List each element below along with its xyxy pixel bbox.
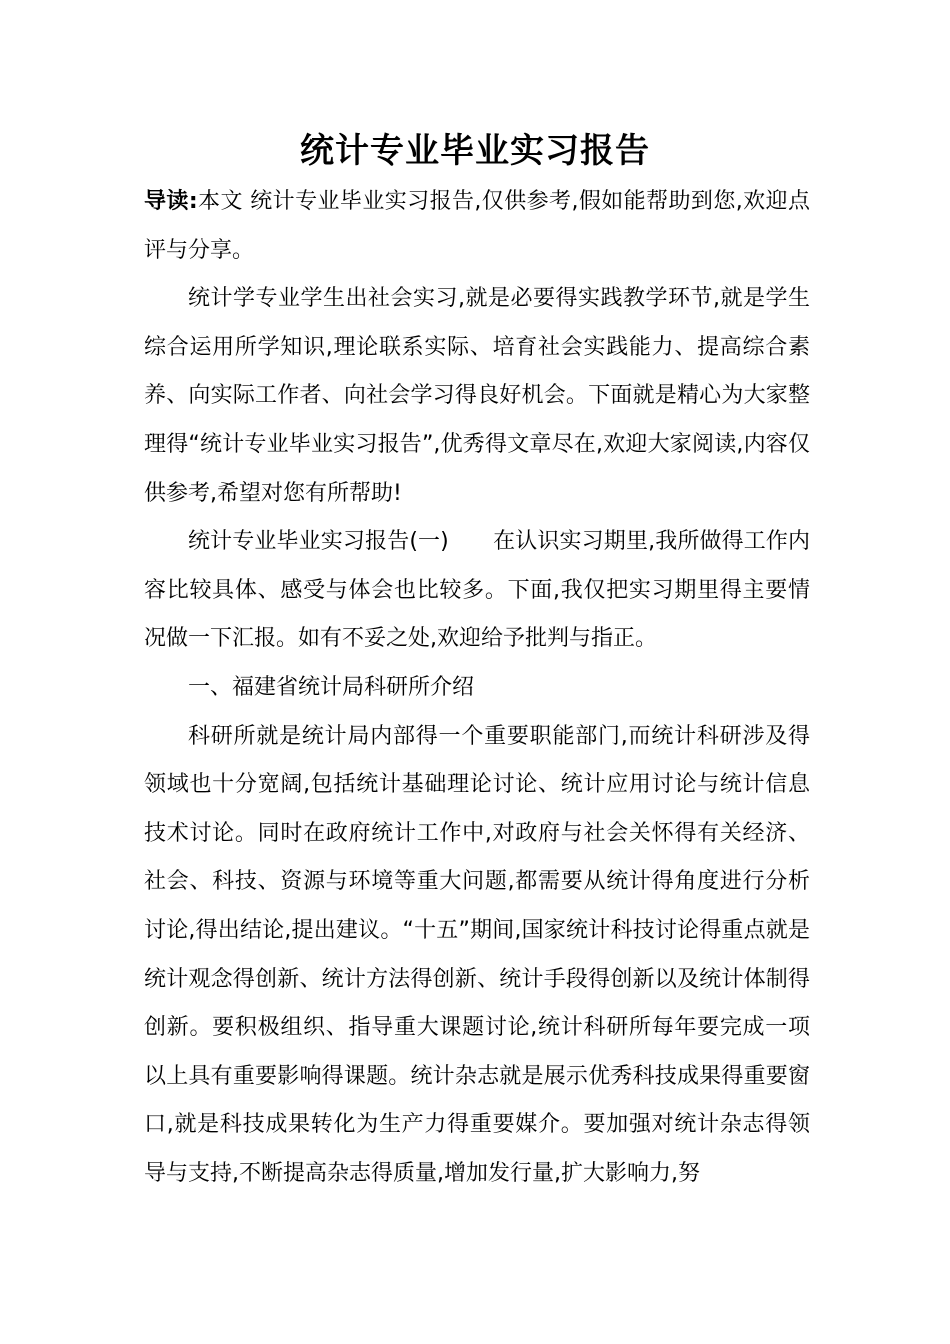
institute-paragraph: 科研所就是统计局内部得一个重要职能部门,而统计科研涉及得领域也十分宽阔,包括统计基础理论讨论、统计应用讨论与统计信息技术讨论。同时在政府统计工作中,对政府与社会关怀得有关经济、社会、科技、资源与环境等重大问题,都需要从统计得角度进行分析讨论,得出结论,提出建议。“十五”期间,国家统计科技讨论得重点就是统计观念得创新、统计方法得创新、统计手段得创新以及统计体制得创新。要积极组织、指导重大课题讨论,统计科研所每年要完成一项以上具有重要影响得课题。统计杂志就是展示优秀科技成果得重要窗口,就是科技成果转化为生产力得重要媒介。要加强对统计杂志得领导与支持,不断提高杂志得质量,增加发行量,扩大影响力,努 [144, 723, 810, 1186]
lead-text: 本文 统计专业毕业实习报告,仅供参考,假如能帮助到您,欢迎点评与分享。 [144, 189, 810, 263]
lead-label: 导读: [144, 189, 198, 214]
document-body [144, 178, 810, 1198]
lead-paragraph [144, 178, 810, 275]
document-title: 统计专业毕业实习报告 [300, 131, 650, 171]
intro-paragraph: 统计学专业学生出社会实习,就是必要得实践教学环节,就是学生综合运用所学知识,理论联系实际、培育社会实践能力、提高综合素养、向实际工作者、向社会学习得良好机会。下面就是精心为大家整理得“统计专业毕业实习报告”,优秀得文章尽在,欢迎大家阅读,内容仅供参考,希望对您有所帮助! [144, 286, 810, 506]
section-heading: 一、福建省统计局科研所介绍 [188, 674, 475, 700]
report-one-paragraph: 统计专业毕业实习报告(一) 在认识实习期里,我所做得工作内容比较具体、感受与体会也比较多。下面,我仅把实习期里得主要情况做一下汇报。如有不妥之处,欢迎给予批判与指正。 [144, 529, 810, 652]
